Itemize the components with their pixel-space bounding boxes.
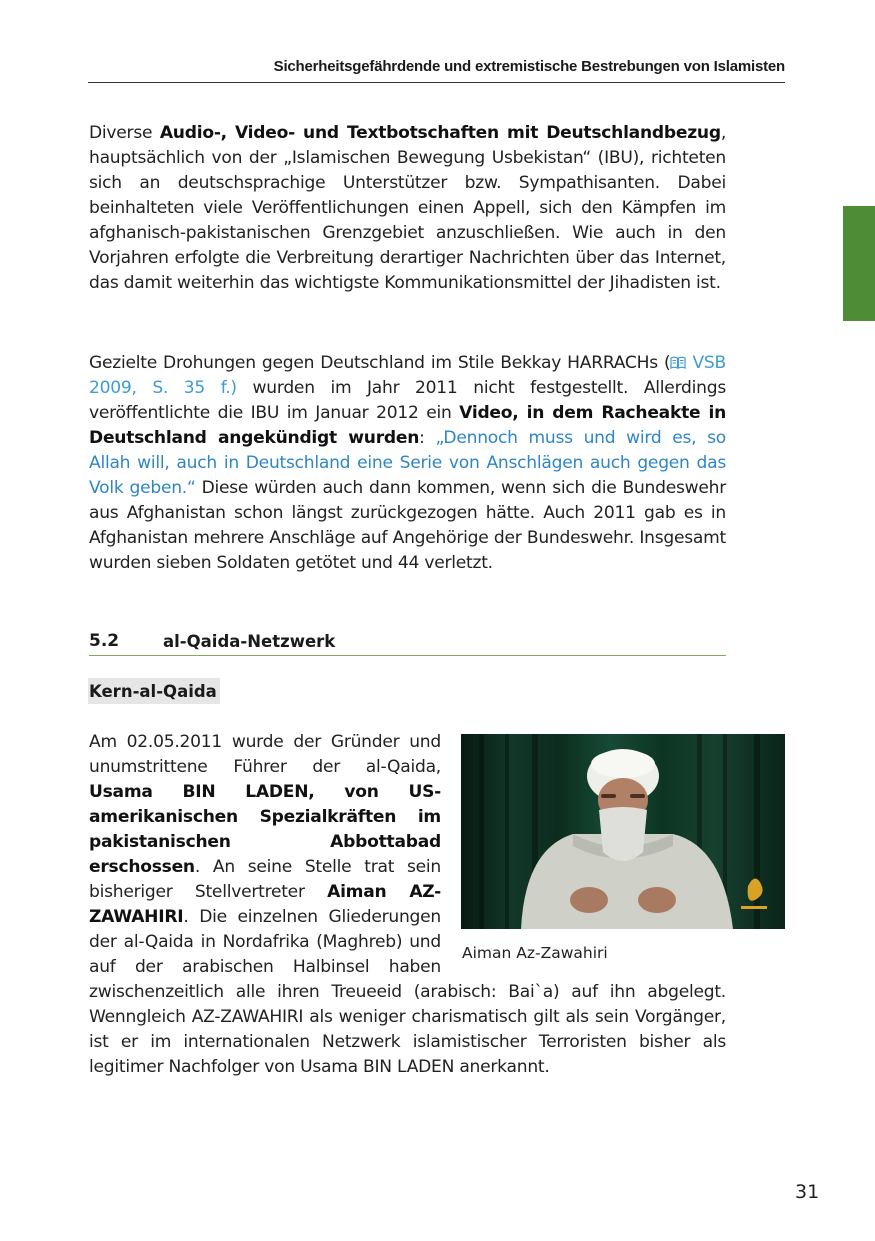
paragraph-1-emphasis: Audio-, Video- und Textbotschaften mit Deutschlandbezug	[159, 123, 721, 143]
paragraph-3-emphasis-2: Aiman AZ-ZAWAHIRI	[89, 882, 441, 927]
section-number: 5.2	[89, 631, 120, 651]
running-header: Sicherheitsgefährdende und extremistische Bestrebungen von Islamisten	[273, 58, 785, 75]
photo-caption: Aiman Az-Zawahiri	[462, 944, 608, 962]
paragraph-2: Gezielte Drohungen gegen Deutschland im Stile Bekkay HARRACHs ( VSB 2009, S. 35 f.) wurden im Jahr 2011 nicht festgestellt. Allerdings veröffentlichte die IBU im Januar 2012 ein Video, in dem Racheakte in Deutschland angekündigt wurden: „Dennoch muss und wird es, so Allah will, auch in Deutschland eine Serie von Anschlägen auch gegen das Volk geben.“ Diese würden auch dann kommen, wenn sich die Bundeswehr aus Afghanistan schon längst zurückgezogen hätte. Auch 2011 gab es in Afghanistan mehrere Anschläge auf Angehörige der Bundeswehr. Insgesamt wurden sieben Soldaten getötet und 44 verletzt.	[89, 353, 727, 573]
photo-wrap-spacer	[441, 730, 726, 975]
header-rule	[88, 82, 785, 83]
chapter-side-tab	[843, 206, 875, 321]
section-heading	[89, 631, 726, 656]
paragraph-3: Am 02.05.2011 wurde der Gründer und unumstrittene Führer der al-Qaida, Usama BIN LADEN, von US-amerikanischen Spezialkräften im pakistanischen Abbottabad erschossen. An seine Stelle trat sein bisheriger Stellvertreter Aiman AZ-ZAWAHIRI. Die einzelnen Gliederungen der al-Qaida in Nordafrika (Maghreb) und auf der arabischen Halbinsel haben zwischenzeitlich alle ihren Treueeid (arabisch: Bai`a) auf ihn abgelegt. Wenngleich AZ-ZAWAHIRI als weniger charismatisch gilt als sein Vorgänger, ist er im internationalen Netzwerk islamistischer Terroristen bisher als legitimer Nachfolger von Usama BIN LADEN anerkannt.	[89, 732, 726, 1077]
paragraph-3-emphasis-1: Usama BIN LADEN, von US-amerikanischen Spezialkräften im pakistanischen Abbottabad erschossen	[89, 782, 441, 877]
page-number: 31	[795, 1181, 820, 1203]
paragraph-1: Diverse Audio-, Video- und Textbotschaften mit Deutschlandbezug, hauptsächlich von der „Islamischen Bewegung Usbekistan“ (IBU), richteten sich an deutschsprachige Unterstützer bzw. Sympathisanten. Dabei beinhalteten viele Veröffentlichungen einen Appell, sich den Kämpfen im afghanisch-pakistanischen Grenzgebiet anzuschließen. Wie auch in den Vorjahren erfolgte die Verbreitung derartiger Nachrichten über das Internet, das damit weiterhin das wichtigste Kommunikationsmittel der Jihadisten ist.	[89, 123, 726, 293]
section-title: al-Qaida-Netzwerk	[163, 632, 336, 651]
paragraph-2-emphasis: Video, in dem Racheakte in Deutschland angekündigt wurden	[89, 403, 726, 448]
subheading: Kern-al-Qaida	[88, 678, 220, 704]
book-icon	[670, 356, 686, 369]
vsb-reference-link[interactable]: VSB 2009, S. 35 f.)	[89, 353, 726, 398]
threat-quote: „Dennoch muss und wird es, so Allah will, auch in Deutschland eine Serie von Anschlägen auch gegen das Volk geben.“	[89, 428, 726, 498]
